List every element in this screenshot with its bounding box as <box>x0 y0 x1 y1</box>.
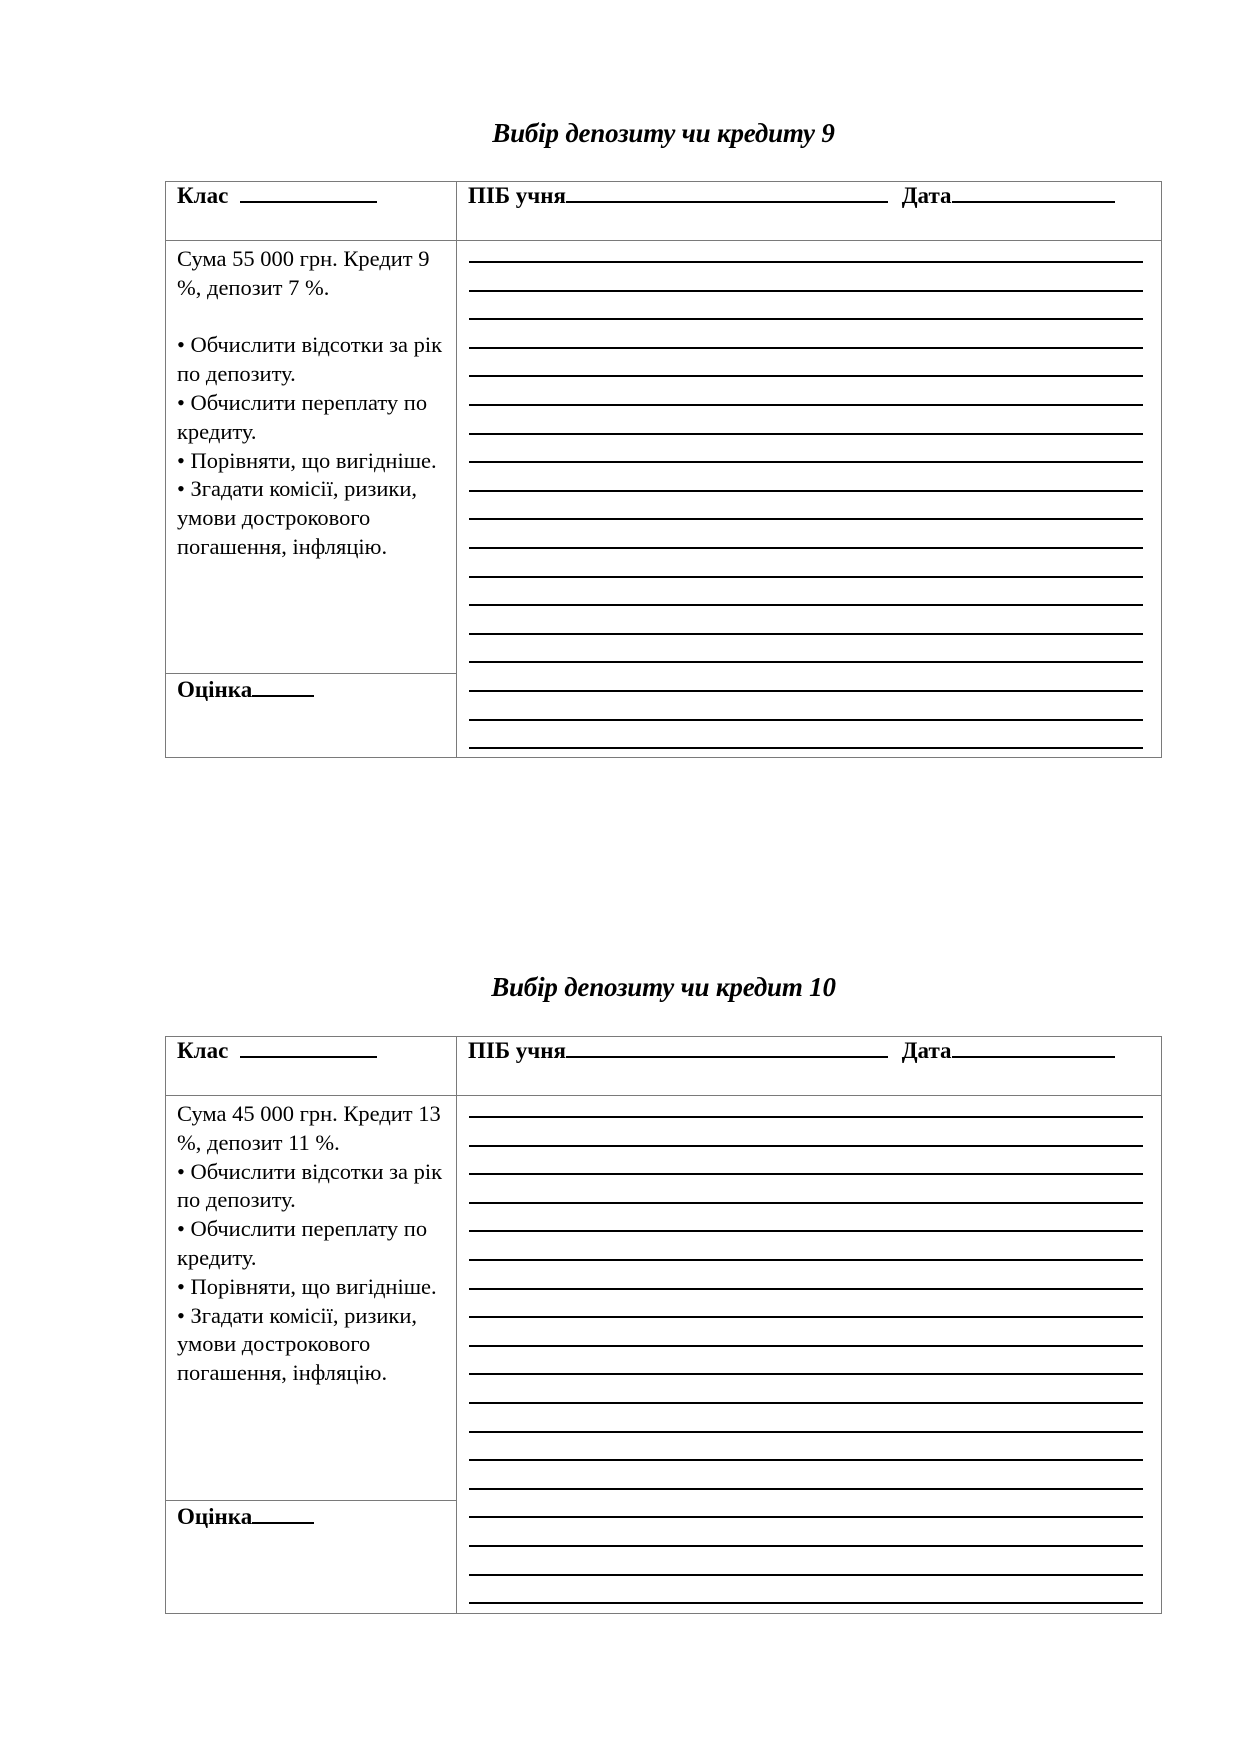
answer-line[interactable] <box>469 1173 1143 1175</box>
answer-line[interactable] <box>469 1373 1143 1375</box>
answer-line[interactable] <box>469 461 1143 463</box>
grade-field[interactable] <box>177 677 314 703</box>
answer-line[interactable] <box>469 404 1143 406</box>
answer-line[interactable] <box>469 576 1143 578</box>
answer-line[interactable] <box>469 1459 1143 1461</box>
answer-line[interactable] <box>469 433 1143 435</box>
answer-line[interactable] <box>469 1602 1143 1604</box>
answer-line[interactable] <box>469 1288 1143 1290</box>
student-name-blank[interactable] <box>566 1038 888 1058</box>
answer-line[interactable] <box>469 261 1143 263</box>
row-divider <box>166 673 456 674</box>
grade-field[interactable] <box>177 1504 314 1530</box>
answer-line[interactable] <box>469 1574 1143 1576</box>
class-blank[interactable] <box>240 183 377 203</box>
grade-label: Оцінка <box>177 1504 253 1529</box>
answer-area[interactable] <box>457 241 1161 757</box>
grade-blank[interactable] <box>252 677 314 697</box>
row-divider <box>166 1500 456 1501</box>
answer-line[interactable] <box>469 1116 1143 1118</box>
task-item: • Обчислити відсотки за рік по депозиту. <box>177 332 443 387</box>
answer-line[interactable] <box>469 633 1143 635</box>
task-item: • Порівняти, що вигідніше. <box>177 1273 437 1299</box>
class-blank[interactable] <box>240 1038 377 1058</box>
answer-line[interactable] <box>469 719 1143 721</box>
answer-line[interactable] <box>469 1545 1143 1547</box>
student-label: ПІБ учня <box>468 1038 566 1063</box>
answer-line[interactable] <box>469 661 1143 663</box>
task-item: • Згадати комісії, ризики, умови дострокового погашення, інфляцію. <box>177 476 417 559</box>
answer-line[interactable] <box>469 690 1143 692</box>
answer-line[interactable] <box>469 1202 1143 1204</box>
answer-line[interactable] <box>469 1316 1143 1318</box>
grade-blank[interactable] <box>252 1504 314 1524</box>
answer-line[interactable] <box>469 1145 1143 1147</box>
task-item: • Обчислити переплату по кредиту. <box>177 1216 428 1270</box>
answer-line[interactable] <box>469 290 1143 292</box>
answer-area[interactable] <box>457 1096 1161 1613</box>
answer-line[interactable] <box>469 1516 1143 1518</box>
date-blank[interactable] <box>952 183 1115 203</box>
task-intro: Сума 55 000 грн. Кредит 9 %, депозит 7 %. <box>177 246 430 300</box>
date-blank[interactable] <box>952 1038 1115 1058</box>
task-item: • Згадати комісії, ризики, умови дострокового погашення, інфляцію. <box>177 1302 417 1386</box>
answer-line[interactable] <box>469 1402 1143 1404</box>
answer-line[interactable] <box>469 1230 1143 1232</box>
task-description <box>177 1100 452 1388</box>
task-item: • Порівняти, що вигідніше. <box>177 447 437 473</box>
class-field[interactable] <box>177 183 377 209</box>
student-date-fields <box>468 1038 1115 1064</box>
answer-line[interactable] <box>469 1259 1143 1261</box>
task-item: • Обчислити переплату по кредиту. <box>177 389 428 444</box>
answer-line[interactable] <box>469 1431 1143 1433</box>
class-field[interactable] <box>177 1038 377 1064</box>
answer-line[interactable] <box>469 604 1143 606</box>
worksheet-table <box>165 1036 1162 1614</box>
class-label: Клас <box>177 183 229 208</box>
answer-line[interactable] <box>469 1488 1143 1490</box>
student-name-blank[interactable] <box>566 183 888 203</box>
worksheet-title: Вибір депозиту чи кредиту 9 <box>492 118 835 148</box>
answer-line[interactable] <box>469 490 1143 492</box>
student-date-fields <box>468 183 1115 209</box>
date-label: Дата <box>901 1038 952 1063</box>
answer-line[interactable] <box>469 347 1143 349</box>
task-description <box>177 245 452 562</box>
task-item: • Обчислити відсотки за рік по депозиту. <box>177 1158 443 1213</box>
answer-line[interactable] <box>469 318 1143 320</box>
grade-label: Оцінка <box>177 677 253 702</box>
answer-line[interactable] <box>469 747 1143 749</box>
task-intro: Сума 45 000 грн. Кредит 13 %, депозит 11 %. <box>177 1101 441 1155</box>
student-label: ПІБ учня <box>468 183 566 208</box>
class-label: Клас <box>177 1038 229 1063</box>
answer-line[interactable] <box>469 375 1143 377</box>
worksheet-title: Вибір депозиту чи кредит 10 <box>491 972 836 1002</box>
answer-line[interactable] <box>469 518 1143 520</box>
answer-line[interactable] <box>469 547 1143 549</box>
answer-line[interactable] <box>469 1345 1143 1347</box>
date-label: Дата <box>901 183 952 208</box>
worksheet-table <box>165 181 1162 758</box>
